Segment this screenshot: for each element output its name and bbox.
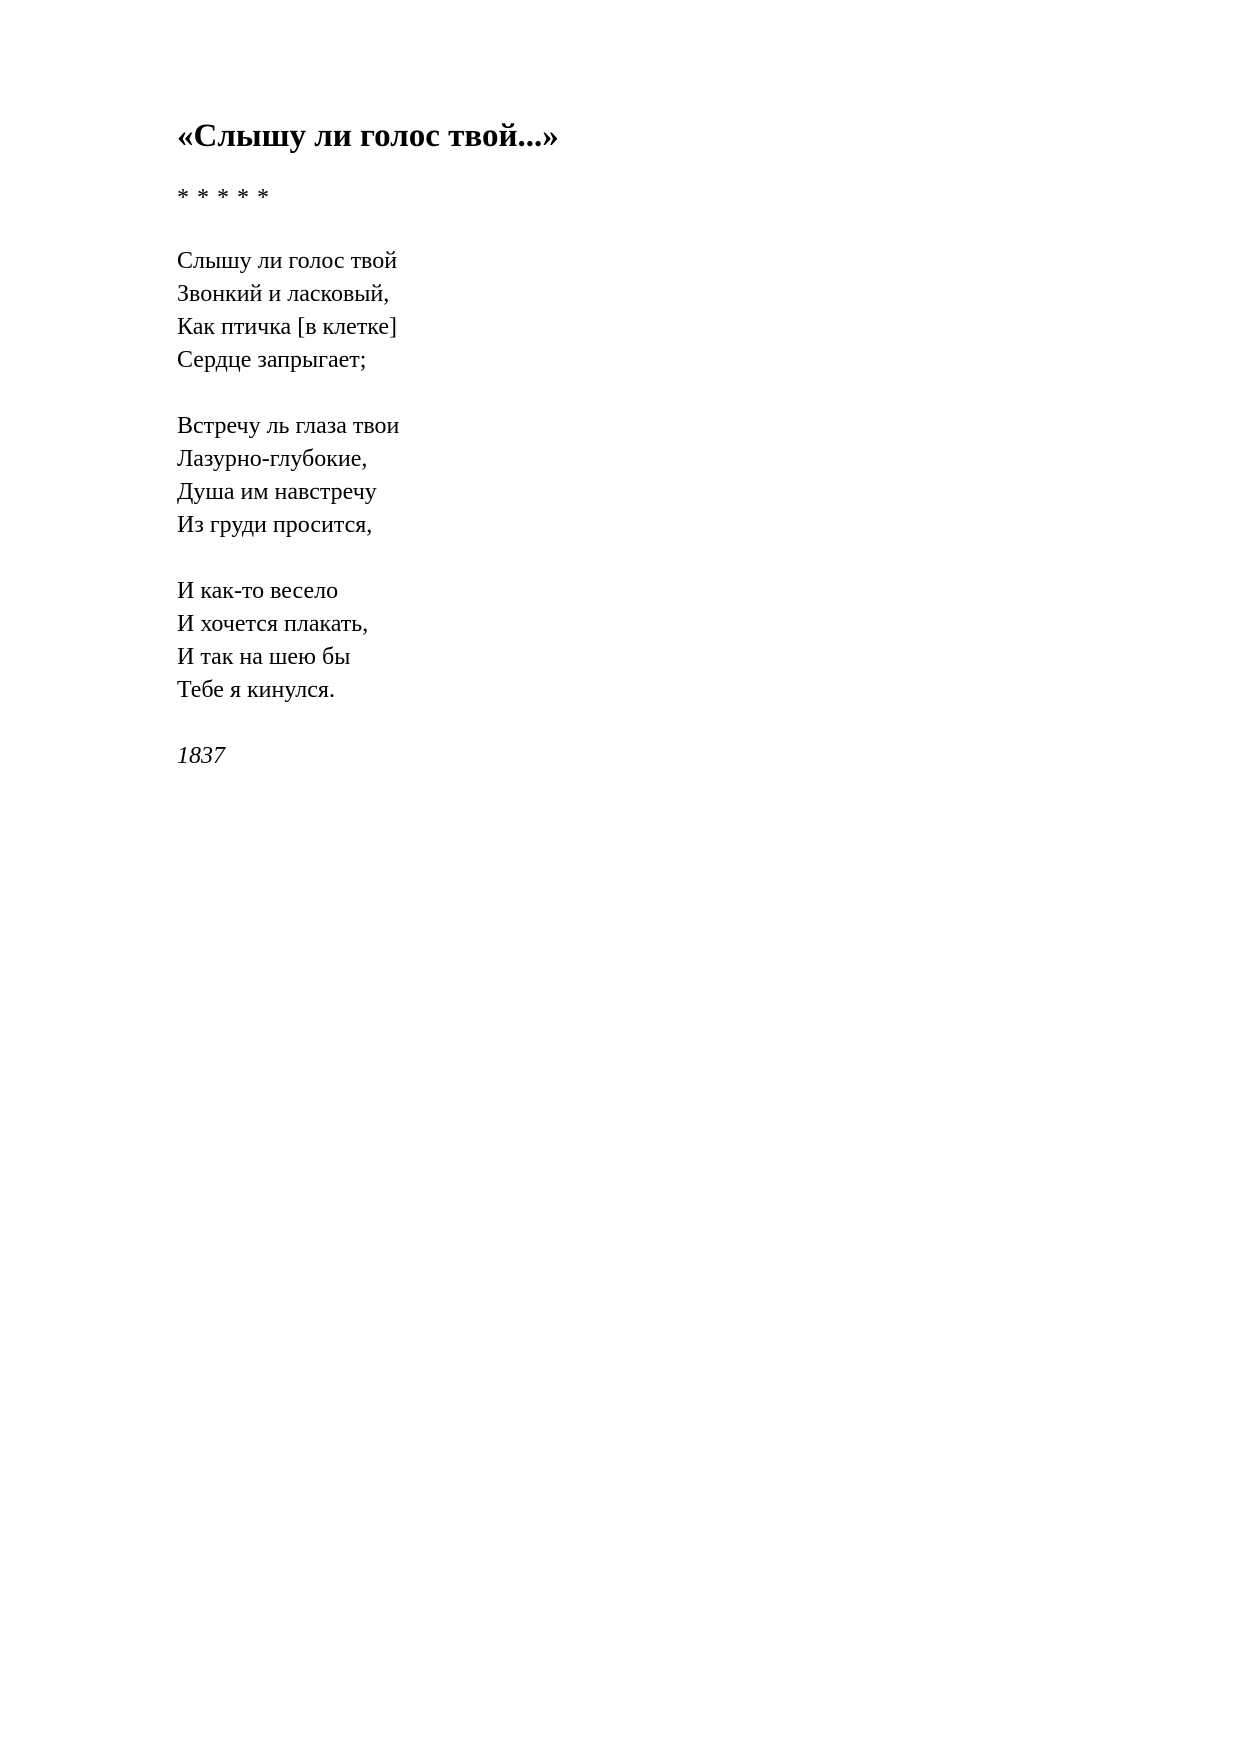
stanza-2	[177, 410, 399, 542]
poem-line: И так на шею бы	[177, 644, 351, 670]
stanza-1	[177, 245, 397, 377]
poem-line: Из груди просится,	[177, 512, 373, 538]
poem-line: Как птичка [в клетке]	[177, 314, 398, 340]
poem-year: 1837	[177, 743, 225, 769]
poem-line: Слышу ли голос твой	[177, 248, 398, 274]
asterisk-separator: * * * * *	[177, 185, 270, 211]
poem-line: Встречу ль глаза твои	[177, 413, 400, 439]
poem-line: И как-то весело	[177, 578, 339, 604]
poem-line: Сердце запрыгает;	[177, 347, 367, 373]
poem-line: Тебе я кинулся.	[177, 677, 335, 703]
poem-line: Лазурно-глубокие,	[177, 446, 368, 472]
poem-line: Душа им навстречу	[177, 479, 377, 505]
stanza-3	[177, 575, 368, 707]
poem-line: И хочется плакать,	[177, 611, 369, 637]
poem-line: Звонкий и ласковый,	[177, 281, 390, 307]
poem-title: «Слышу ли голос твой...»	[177, 118, 559, 154]
